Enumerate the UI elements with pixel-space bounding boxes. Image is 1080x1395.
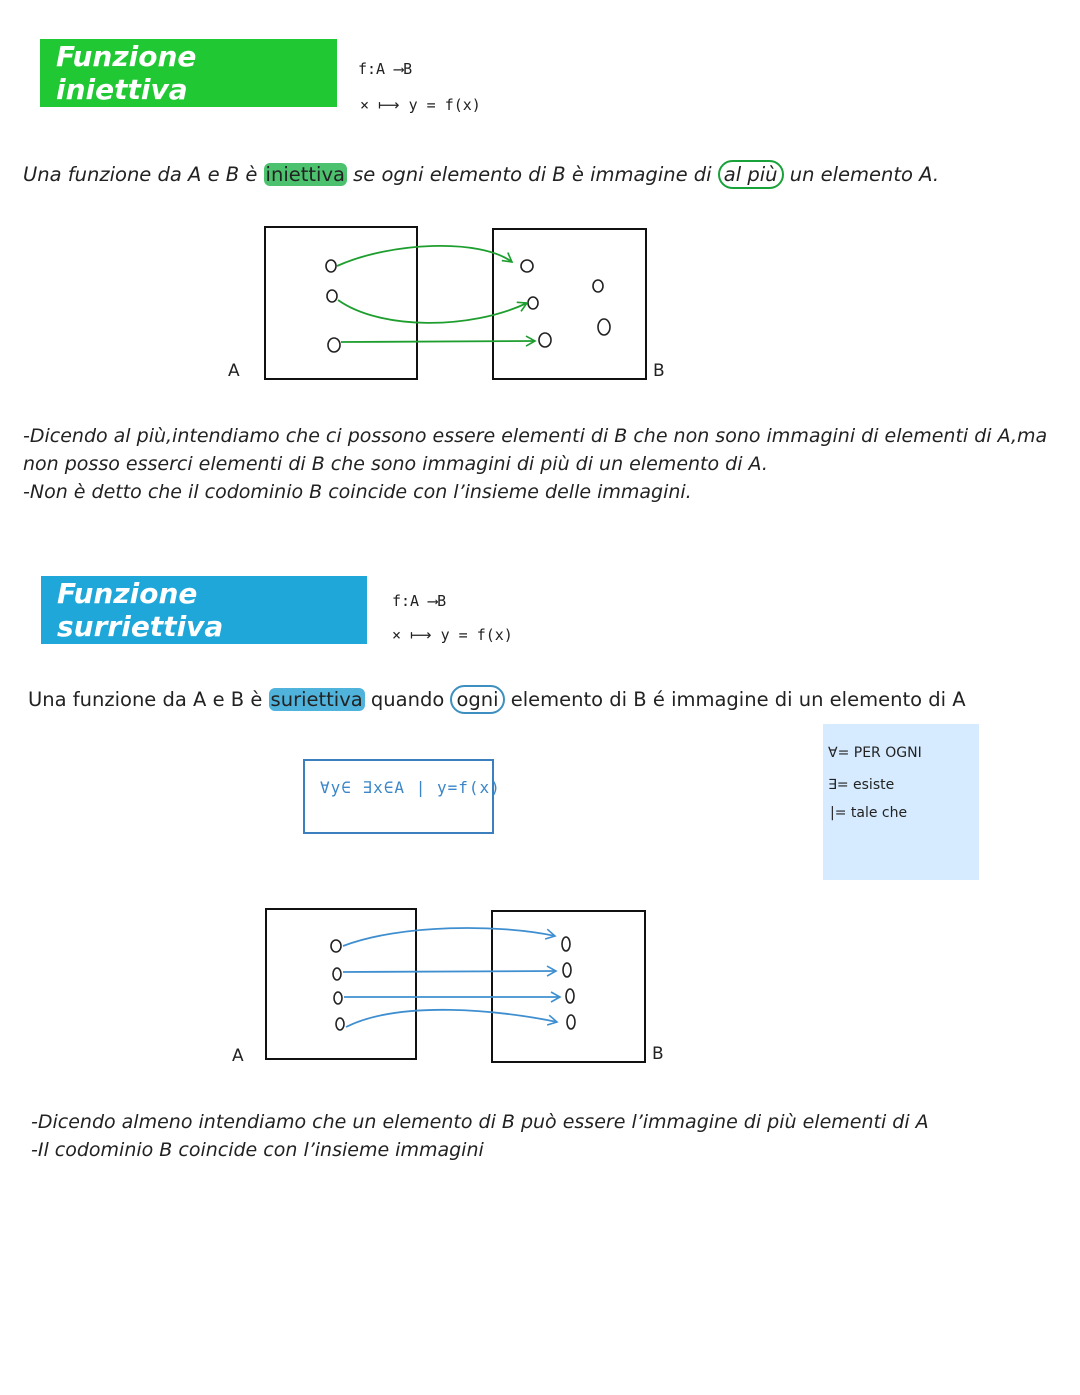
section1-note-line2: non posso esserci elementi di B che sono immagini di più di un elemento di A. [23,453,768,475]
section1-def-post: un elemento A. [783,163,940,186]
section2-definition [28,686,966,714]
legend-line-exists: ∃= esiste [828,777,895,793]
set-a-box-2 [266,909,416,1059]
set-b-elements-1 [521,260,610,347]
set-b-label-1: B [653,361,665,381]
set-a-elements-2 [331,940,344,1030]
section2-def-circled: ogni [450,685,504,714]
arrows-2 [343,928,560,1027]
set-a-label-2: A [232,1046,244,1066]
section1-def-highlight: iniettiva [265,163,345,186]
section2-note-line2: -Il codominio B coincide con l’insieme immagini [31,1139,484,1161]
section2-map-line2: × ⟼ y = f(x) [392,626,513,644]
legend-line-such-that: |= tale che [830,805,908,821]
arrows-1 [337,246,535,342]
section2-def-pre: Una funzione da A e B è [28,688,269,711]
section2-title [41,576,367,644]
section2-def-mid: quando [364,688,451,711]
legend-line-for-all: ∀= PER OGNI [828,745,922,761]
set-b-box-1 [493,229,646,379]
section2-def-highlight: suriettiva [270,688,363,711]
section1-map-line1: f:A ⟶B [358,60,413,78]
section1-def-pre: Una funzione da A e B è [23,163,264,186]
section1-def-circled: al più [718,160,784,189]
section2-title-text: Funzione surriettiva [57,577,224,643]
section1-note-line1: -Dicendo al più,intendiamo che ci possono essere elementi di B che non sono immagini di elementi di A,ma [23,425,1048,447]
formula-text: ∀y∈ ∃x∈A | y=f(x) [320,778,501,797]
section2-map-line1: f:A ⟶B [392,592,447,610]
set-a-elements-1 [326,260,340,352]
section2-note-line1: -Dicendo almeno intendiamo che un elemento di B può essere l’immagine di più elementi di A [31,1111,929,1133]
section1-note-line3: -Non è detto che il codominio B coincide con l’insieme delle immagini. [23,481,692,503]
section1-def-mid: se ogni elemento di B è immagine di [346,163,718,186]
section2-def-post: elemento di B é immagine di un elemento di A [504,688,966,711]
set-a-label-1: A [228,361,240,381]
set-b-label-2: B [652,1044,664,1064]
section1-map-line2: × ⟼ y = f(x) [360,96,481,114]
set-b-box-2 [492,911,645,1062]
section1-title-text: Funzione iniettiva [56,40,197,106]
set-b-elements-2 [562,937,575,1029]
